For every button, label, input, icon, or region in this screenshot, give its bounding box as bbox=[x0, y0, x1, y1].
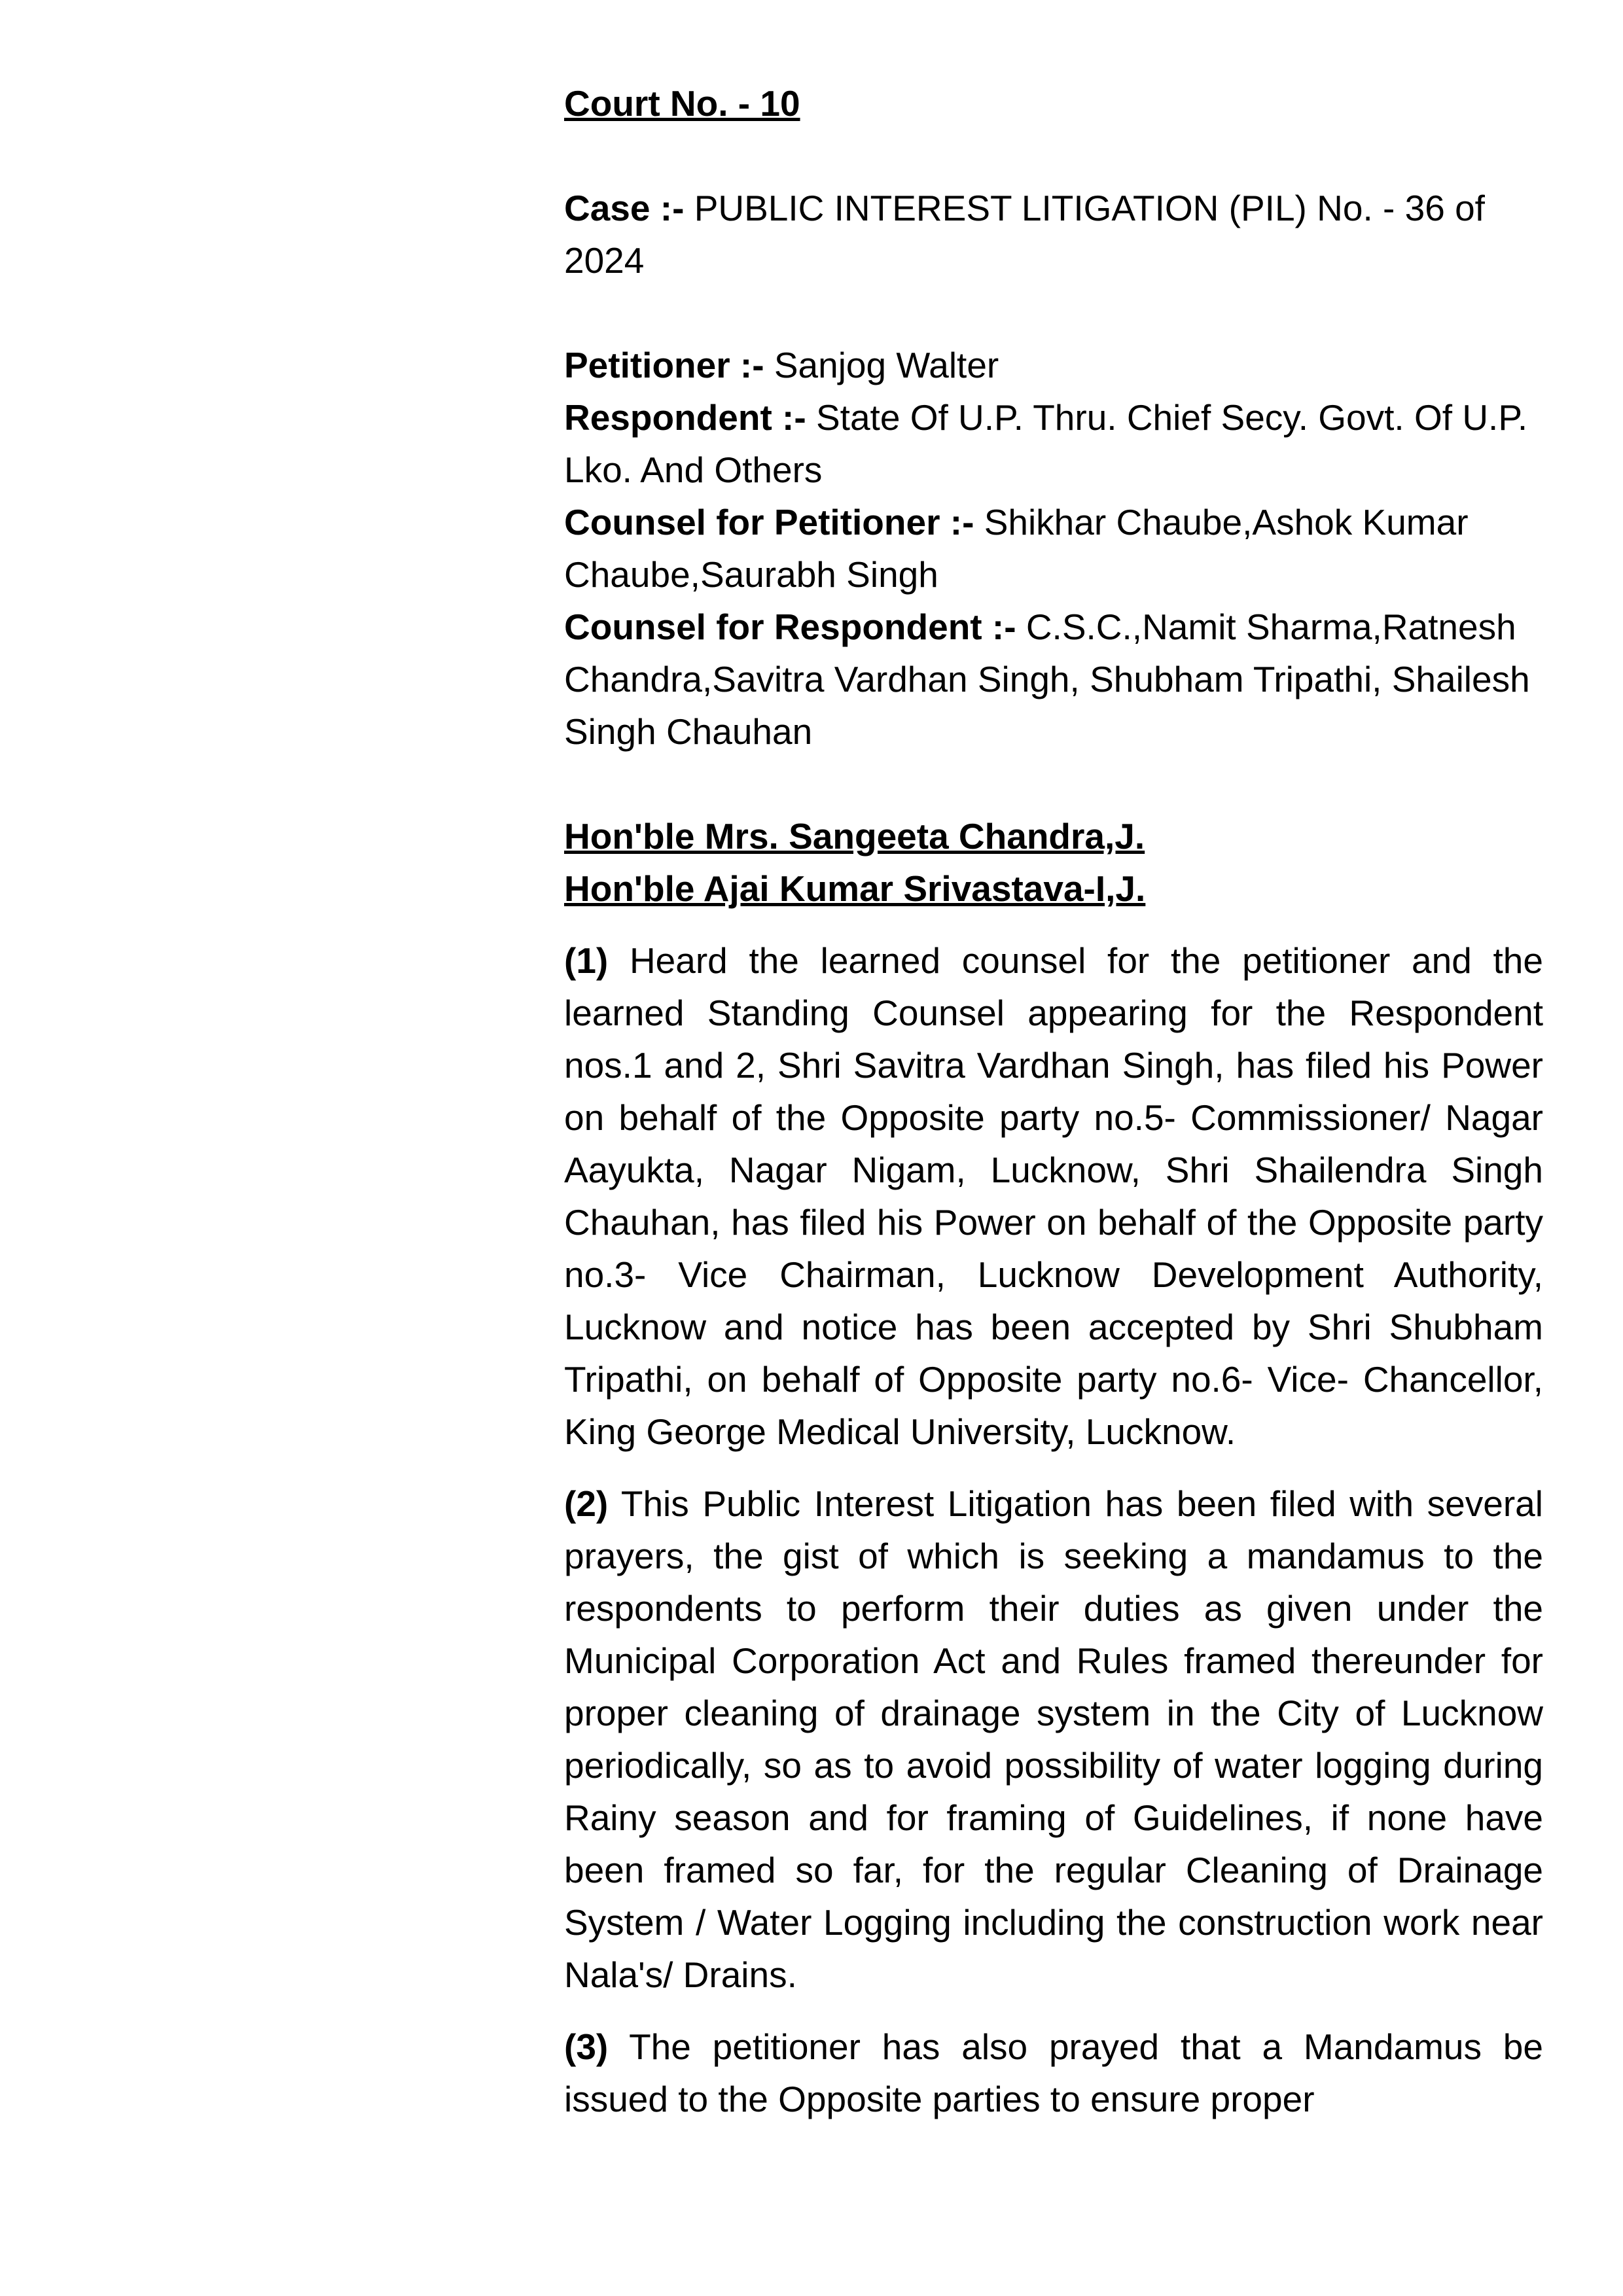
counsel-petitioner-line bbox=[564, 496, 1543, 601]
counsel-petitioner-value: Shikhar Chaube,Ashok Kumar Chaube,Saurabh Singh bbox=[564, 502, 1469, 595]
paragraph-text: This Public Interest Litigation has been filed with several prayers, the gist of which is seeking a mandamus to the respondents to perform their duties as given under the Municipal Corporation Act and Rules framed thereunder for proper cleaning of drainage system in the City of Lucknow periodically, so as to avoid possibility of water logging during Rainy season and for framing of Guidelines, if none have been framed so far, for the regular Cleaning of Drainage System / Water Logging including the construction work near Nala's/ Drains. bbox=[564, 1483, 1543, 1995]
order-body bbox=[564, 934, 1543, 2125]
counsel-petitioner-label: Counsel for Petitioner :- bbox=[564, 502, 974, 542]
petitioner-line bbox=[564, 339, 1543, 391]
judge-name-2: Hon'ble Ajai Kumar Srivastava-I,J. bbox=[564, 868, 1146, 909]
case-value: PUBLIC INTEREST LITIGATION (PIL) No. - 36 of 2024 bbox=[564, 188, 1485, 281]
spacer bbox=[564, 130, 1543, 182]
paragraph-number: (2) bbox=[564, 1483, 609, 1524]
paragraph-text: Heard the learned counsel for the petitioner and the learned Standing Counsel appearing for the Respondent nos.1 and 2, Shri Savitra Vardhan Singh, has filed his Power on behalf of the Opposite party no.5- Commissioner/ Nagar Aayukta, Nagar Nigam, Lucknow, Shri Shailendra Singh Chauhan, has filed his Power on behalf of the Opposite party no.3- Vice Chairman, Lucknow Development Authority, Lucknow and notice has been accepted by Shri Shubham Tripathi, on behalf of Opposite party no.6- Vice- Chancellor, King George Medical University, Lucknow. bbox=[564, 940, 1543, 1452]
order-paragraph-2 bbox=[564, 1477, 1543, 2001]
petitioner-value: Sanjog Walter bbox=[774, 345, 999, 385]
respondent-label: Respondent :- bbox=[564, 397, 806, 438]
paragraph-number: (3) bbox=[564, 2026, 609, 2067]
spacer bbox=[564, 758, 1543, 810]
paragraph-number: (1) bbox=[564, 940, 609, 981]
order-page bbox=[564, 77, 1543, 2125]
counsel-respondent-line bbox=[564, 601, 1543, 758]
paragraph-text: The petitioner has also prayed that a Mandamus be issued to the Opposite parties to ensure proper bbox=[564, 2026, 1543, 2119]
order-paragraph-1 bbox=[564, 934, 1543, 1458]
counsel-respondent-label: Counsel for Respondent :- bbox=[564, 607, 1016, 647]
court-number: Court No. - 10 bbox=[564, 83, 800, 124]
order-paragraph-3 bbox=[564, 2021, 1543, 2125]
petitioner-label: Petitioner :- bbox=[564, 345, 764, 385]
spacer bbox=[564, 287, 1543, 339]
case-line bbox=[564, 182, 1543, 287]
judge-name-1: Hon'ble Mrs. Sangeeta Chandra,J. bbox=[564, 816, 1145, 857]
case-label: Case :- bbox=[564, 188, 685, 228]
counsel-respondent-value: C.S.C.,Namit Sharma,Ratnesh Chandra,Savitra Vardhan Singh, Shubham Tripathi, Shailesh Singh Chauhan bbox=[564, 607, 1530, 752]
respondent-value: State Of U.P. Thru. Chief Secy. Govt. Of U.P. Lko. And Others bbox=[564, 397, 1528, 490]
respondent-line bbox=[564, 391, 1543, 496]
